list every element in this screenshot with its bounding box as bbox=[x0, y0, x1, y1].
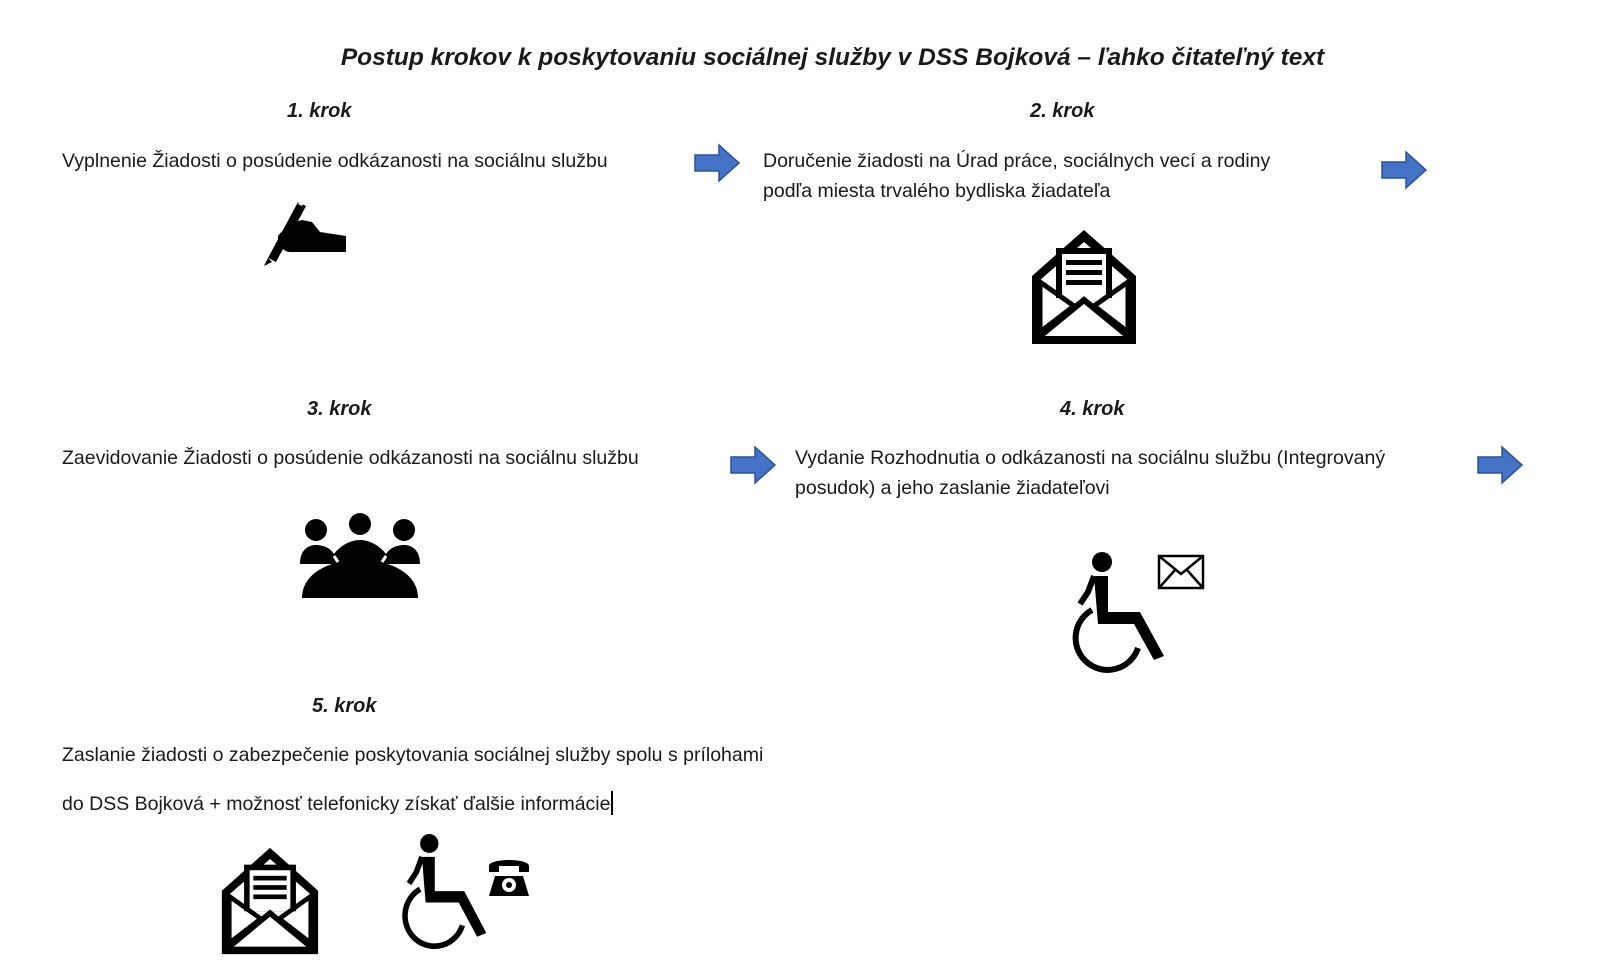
step-3-label: 3. krok bbox=[307, 398, 372, 420]
next-arrow-icon bbox=[693, 143, 741, 183]
step-5-text-line-1: Zaslanie žiadosti o zabezpečenie poskytovania sociálnej služby spolu s prílohami bbox=[62, 744, 764, 766]
step-3-text: Zaevidovanie Žiadosti o posúdenie odkázanosti na sociálnu službu bbox=[62, 447, 639, 469]
step-1-text: Vyplnenie Žiadosti o posúdenie odkázanosti na sociálnu službu bbox=[62, 150, 608, 172]
step-4-text-line-2: posudok) a jeho zaslanie žiadateľovi bbox=[795, 477, 1110, 499]
writing-hand-icon bbox=[260, 198, 350, 268]
step-1-label: 1. krok bbox=[287, 100, 352, 122]
page-title: Postup krokov k poskytovaniu sociálnej služby v DSS Bojková – ľahko čitateľný text bbox=[340, 44, 1325, 71]
telephone-icon bbox=[485, 854, 533, 898]
open-envelope-letter-icon bbox=[1030, 228, 1138, 346]
step-2-label: 2. krok bbox=[1030, 100, 1095, 122]
text-cursor bbox=[611, 791, 613, 815]
meeting-people-icon bbox=[298, 512, 422, 600]
wheelchair-icon bbox=[398, 834, 490, 952]
wheelchair-icon bbox=[1068, 552, 1168, 676]
step-5-label: 5. krok bbox=[312, 695, 377, 717]
next-arrow-icon bbox=[729, 445, 777, 485]
step-2-text-line-2: podľa miesta trvalého bydliska žiadateľa bbox=[763, 180, 1111, 202]
step-4-label: 4. krok bbox=[1060, 398, 1125, 420]
open-envelope-letter-icon bbox=[220, 846, 320, 956]
step-5-text-line-2-wrap[interactable] bbox=[62, 789, 613, 819]
step-5-text-line-2: do DSS Bojková + možnosť telefonicky získať ďalšie informácie bbox=[62, 793, 611, 815]
envelope-icon bbox=[1157, 554, 1205, 590]
next-arrow-icon bbox=[1476, 445, 1524, 485]
next-arrow-icon bbox=[1380, 150, 1428, 190]
step-4-text-line-1: Vydanie Rozhodnutia o odkázanosti na sociálnu službu (Integrovaný bbox=[795, 447, 1386, 469]
step-2-text-line-1: Doručenie žiadosti na Úrad práce, sociálnych vecí a rodiny bbox=[763, 150, 1271, 172]
